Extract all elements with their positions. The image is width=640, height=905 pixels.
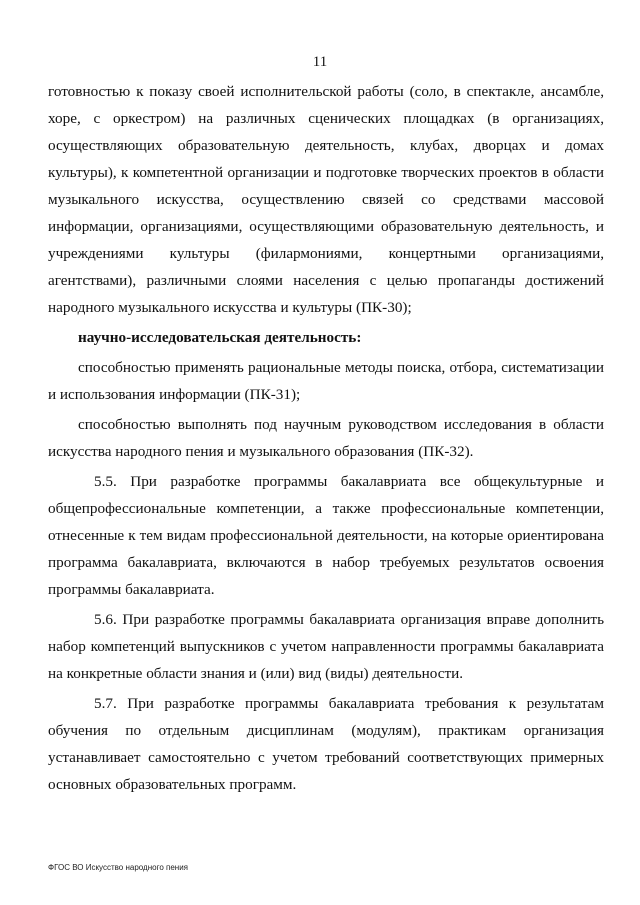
paragraph-pk31: способностью применять рациональные методы поиска, отбора, систематизации и использования информации (ПК-31); xyxy=(48,359,604,403)
footer-label: ФГОС ВО Искусство народного пения xyxy=(48,863,188,872)
paragraph-5-5: 5.5. При разработке программы бакалавриата все общекультурные и общепрофессиональные компетенции, а также профессиональные компетенции, отнесенные к тем видам профессиональной деятельности, на которые ориентирована программа бакалавриата, включаются в набор требуемых результатов освоения программы бакалавриата. xyxy=(48,473,604,598)
paragraph-5-7: 5.7. При разработке программы бакалавриата требования к результатам обучения по отдельным дисциплинам (модулям), практикам организация устанавливает самостоятельно с учетом требований соответствующих примерных основных образовательных программ. xyxy=(48,695,604,793)
document-body xyxy=(48,78,604,798)
section-heading-research: научно-исследовательская деятельность: xyxy=(78,329,362,346)
paragraph-pk32: способностью выполнять под научным руководством исследования в области искусства народного пения и музыкального образования (ПК-32). xyxy=(48,416,604,460)
paragraph-5-6: 5.6. При разработке программы бакалавриата организация вправе дополнить набор компетенций выпускников с учетом направленности программы бакалавриата на конкретные области знания и (или) вид (виды) деятельности. xyxy=(48,611,604,682)
paragraph-pk30: готовностью к показу своей исполнительской работы (соло, в спектакле, ансамбле, хоре, с оркестром) на различных сценических площадках (в организациях, осуществляющих образовательную деятельность, клубах, дворцах и домах культуры), к компетентной организации и подготовке творческих проектов в области музыкального искусства, осуществлению связей со средствами массовой информации, организациями, осуществляющими образовательную деятельность, и учреждениями культуры (филармониями, концертными организациями, агентствами), различными слоями населения с целью пропаганды достижений народного музыкального искусства и культуры (ПК-30); xyxy=(48,83,604,316)
page-number: 11 xyxy=(312,54,328,70)
